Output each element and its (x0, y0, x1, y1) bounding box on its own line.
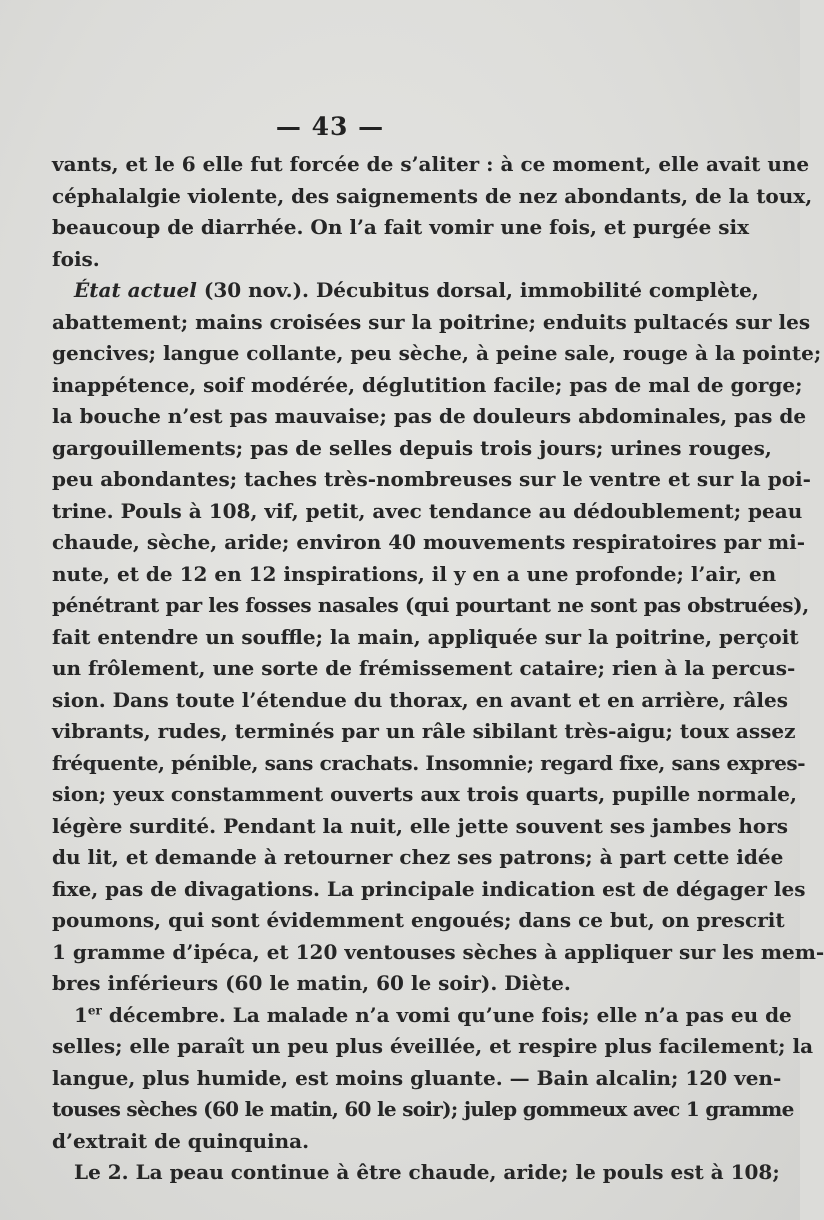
text-line: selles; elle paraît un peu plus éveillée, et respire plus facilement; la (52, 1034, 814, 1058)
text-line: chaude, sèche, aride; environ 40 mouvements respiratoires par mi- (52, 530, 806, 554)
text-line: fois. (52, 246, 100, 271)
text-line: trine. Pouls à 108, vif, petit, avec tendance au dédoublement; peau (52, 498, 803, 523)
text-line: fréquente, pénible, sans crachats. Insomnie; regard fixe, sans expres- (52, 750, 806, 775)
text-span: décembre. La malade n’a vomi qu’une fois; elle n’a pas eu de (101, 1002, 792, 1027)
text-line: céphalalgie violente, des saignements de nez abondants, de la toux, (52, 183, 813, 208)
text-line: Le 2. La peau continue à être chaude, aride; le pouls est à 108; (74, 1160, 780, 1184)
body-text (52, 149, 824, 1189)
text-line: du lit, et demande à retourner chez ses patrons; à part cette idée (52, 845, 784, 869)
text-line: légère surdité. Pendant la nuit, elle jette souvent ses jambes hors (52, 813, 789, 838)
text-line: vibrants, rudes, terminés par un râle sibilant très-aigu; toux assez (52, 719, 796, 743)
text-line: d’extrait de quinquina. (52, 1128, 310, 1153)
text-line: peu abondantes; taches très-nombreuses sur le ventre et sur la poi- (52, 467, 811, 491)
date-superscript: er (87, 1002, 102, 1017)
text-line (52, 1000, 792, 1032)
text-line: bres inférieurs (60 le matin, 60 le soir). Diète. (52, 971, 571, 995)
text-line: sion; yeux constamment ouverts aux trois quarts, pupille normale, (52, 782, 797, 806)
text-line: fait entendre un souffle; la main, appliquée sur la poitrine, perçoit (52, 624, 799, 649)
date-number: 1 (74, 1002, 88, 1027)
text-span: (30 nov.). Décubitus dorsal, immobilité complète, (196, 278, 759, 302)
section-heading-etat-actuel: État actuel (74, 278, 197, 302)
text-line: gencives; langue collante, peu sèche, à peine sale, rouge à la pointe; (52, 341, 822, 365)
text-line: beaucoup de diarrhée. On l’a fait vomir une fois, et purgée six (52, 215, 750, 239)
text-line: touses sèches (60 le matin, 60 le soir); julep gommeux avec 1 gramme (52, 1097, 794, 1121)
text-line: 1 gramme d’ipéca, et 120 ventouses sèches à appliquer sur les mem- (52, 939, 824, 964)
text-line: gargouillements; pas de selles depuis trois jours; urines rouges, (52, 435, 772, 460)
text-line: un frôlement, une sorte de frémissement cataire; rien à la percus- (52, 656, 796, 680)
text-line: inappétence, soif modérée, déglutition facile; pas de mal de gorge; (52, 372, 803, 397)
page-number: — 43 — (275, 112, 385, 141)
text-line: poumons, qui sont évidemment engoués; dans ce but, on prescrit (52, 908, 785, 932)
text-line: nute, et de 12 en 12 inspirations, il y en a une profonde; l’air, en (52, 561, 777, 586)
text-line: langue, plus humide, est moins gluante. — Bain alcalin; 120 ven- (52, 1065, 782, 1090)
text-line: sion. Dans toute l’étendue du thorax, en avant et en arrière, râles (52, 687, 789, 712)
text-line: abattement; mains croisées sur la poitrine; enduits pultacés sur les (52, 309, 811, 334)
text-line: la bouche n’est pas mauvaise; pas de douleurs abdominales, pas de (52, 404, 807, 428)
text-line (52, 275, 759, 307)
text-line: pénétrant par les fosses nasales (qui pourtant ne sont pas obstruées), (52, 593, 809, 617)
text-line: fixe, pas de divagations. La principale indication est de dégager les (52, 876, 806, 901)
text-line: vants, et le 6 elle fut forcée de s’aliter : à ce moment, elle avait une (52, 152, 810, 176)
